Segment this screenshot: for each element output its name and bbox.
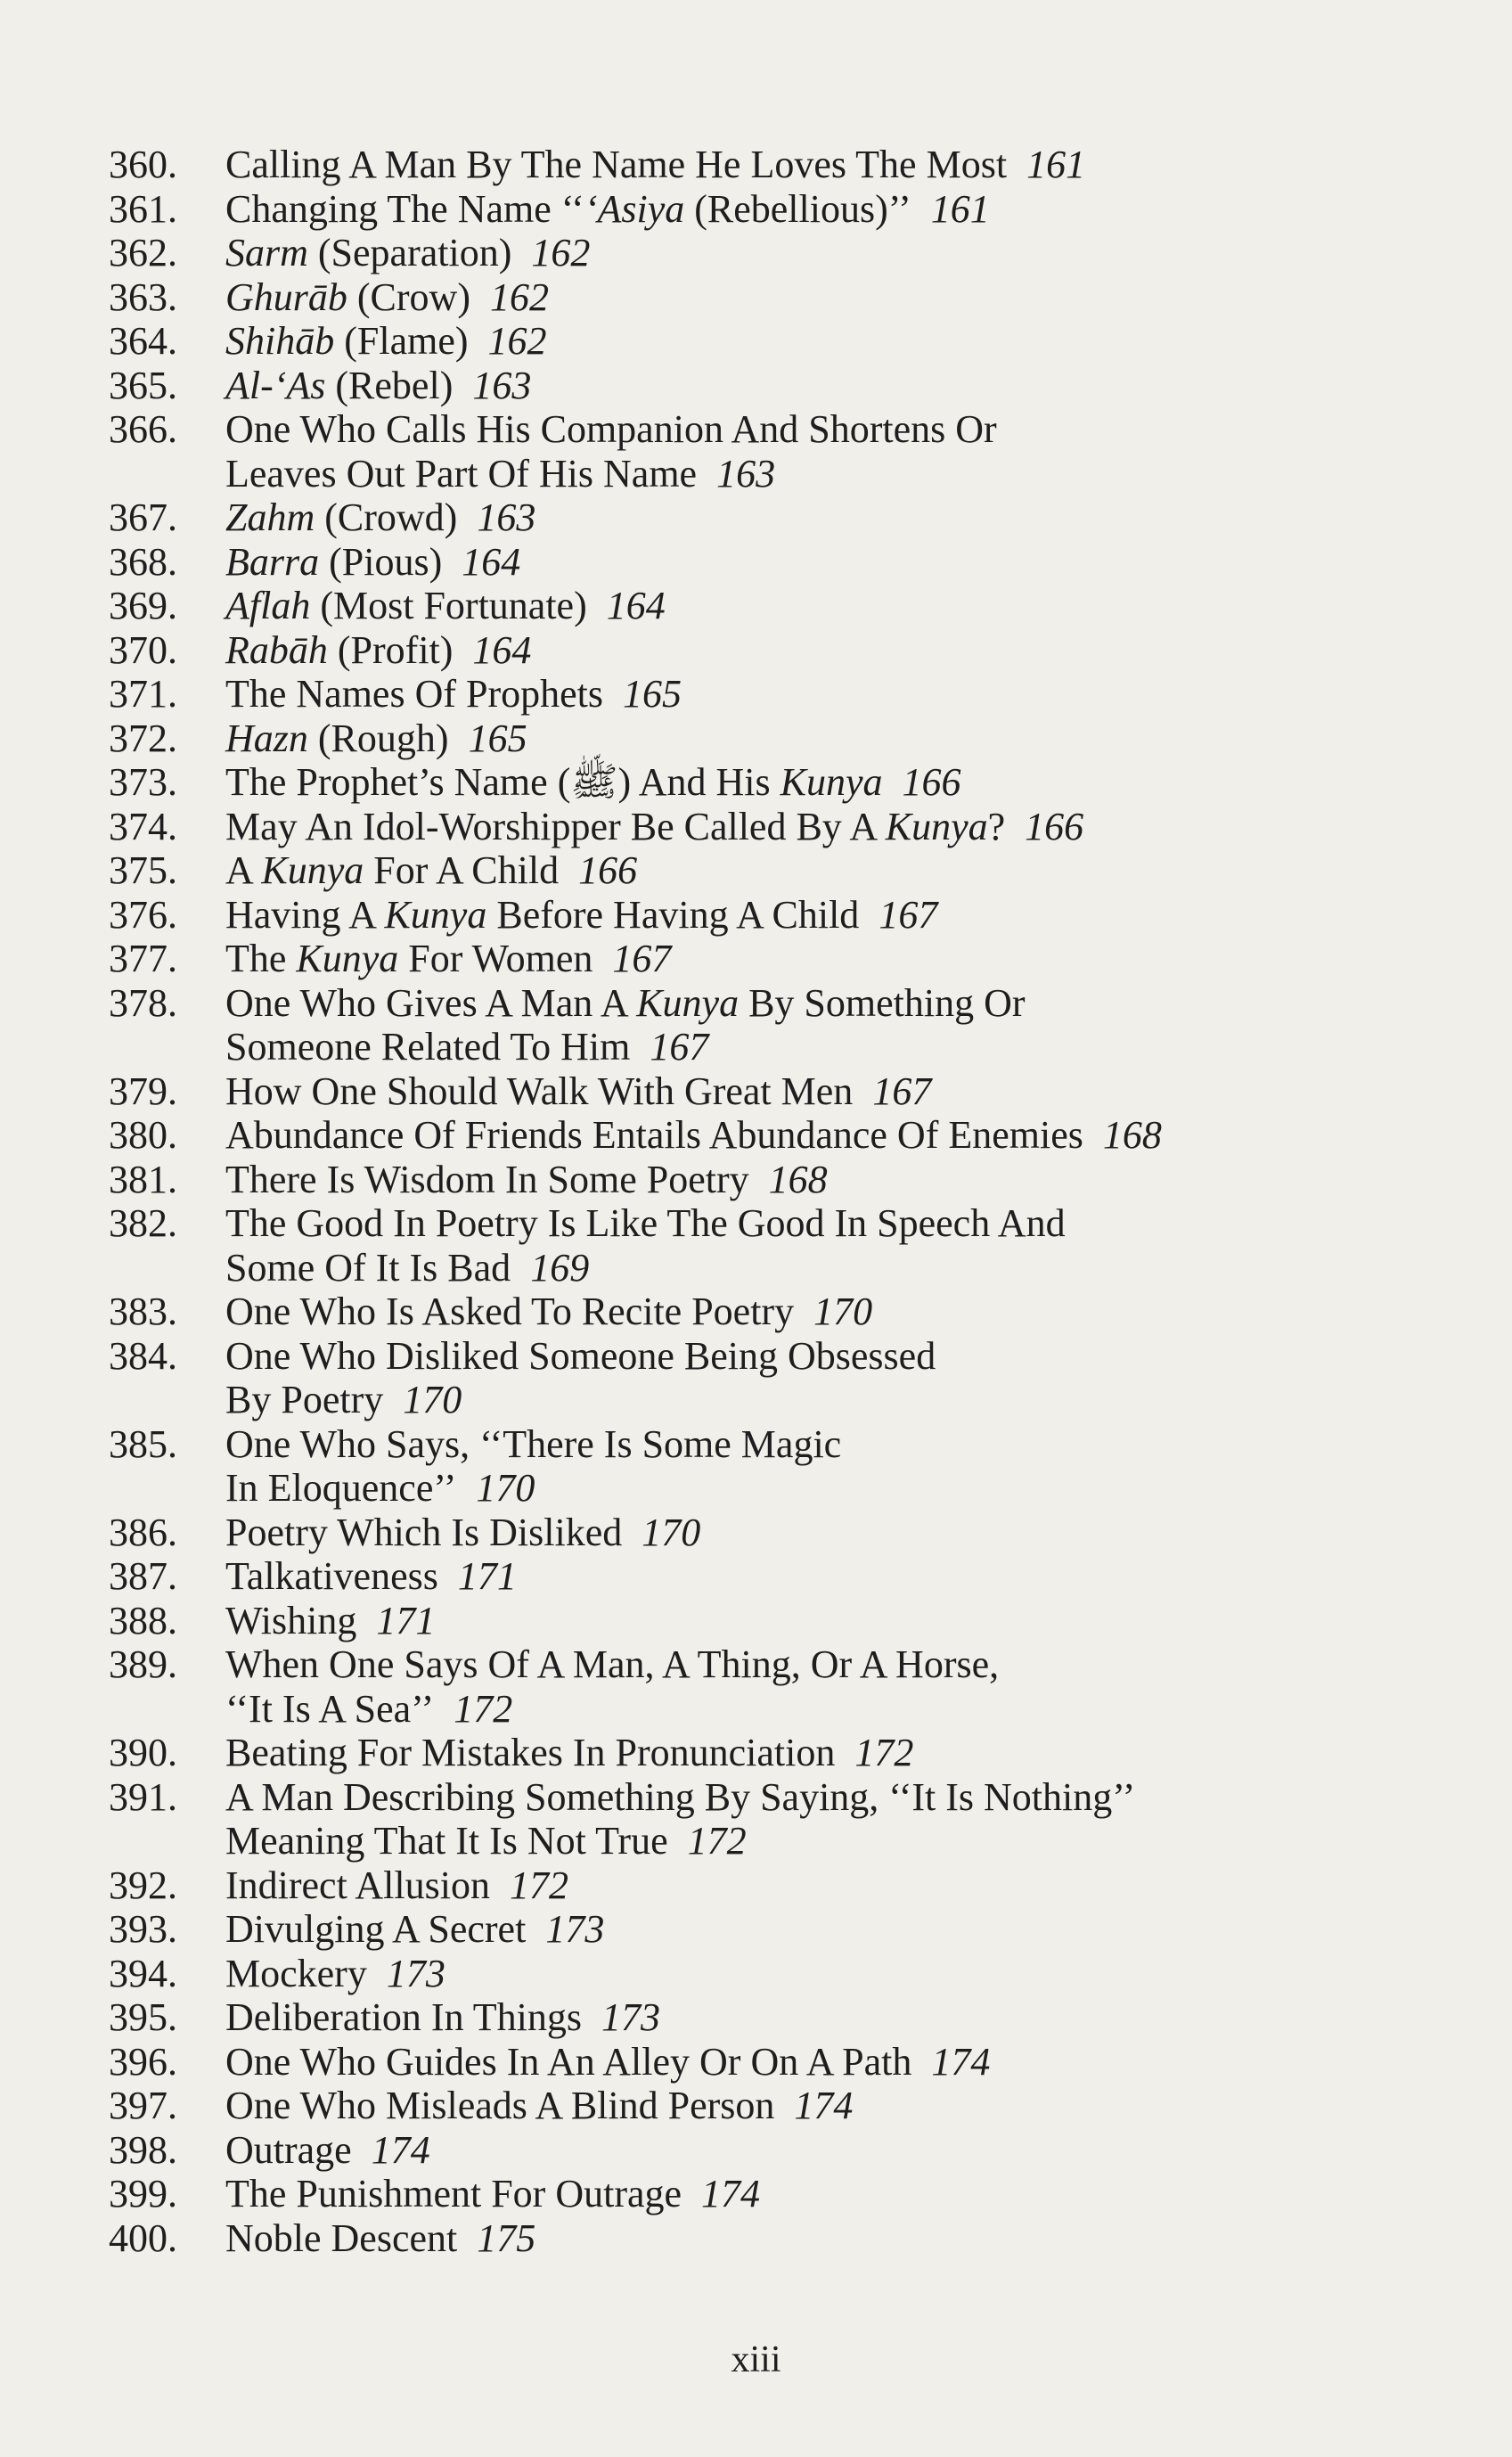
entry-number: 384. <box>109 1333 177 1378</box>
entry-title-line <box>225 2128 430 2173</box>
entry-number: 394. <box>109 1951 177 1995</box>
entry-page-number: 169 <box>530 1245 590 1290</box>
entry-title <box>225 672 682 717</box>
entry-page-number: 173 <box>601 1995 660 2039</box>
title-segment: Mockery <box>225 1951 367 1995</box>
title-segment: By Something Or <box>739 980 1026 1025</box>
entry-page-number: 166 <box>578 848 638 892</box>
entry-title-line <box>225 2216 535 2261</box>
entry-title-line <box>225 584 666 628</box>
entry-page-number: 162 <box>490 274 549 319</box>
title-segment: Having A <box>225 892 385 937</box>
entry-title-line <box>225 848 637 893</box>
entry-title <box>225 540 520 585</box>
entry-page-number: 170 <box>642 1510 701 1554</box>
entry-title-line <box>225 2172 760 2216</box>
entry-number: 386. <box>109 1510 177 1554</box>
entry-title-line <box>225 937 671 981</box>
entry-page-number: 170 <box>813 1290 873 1333</box>
entry-title-line <box>225 805 1083 849</box>
entry-title-line <box>225 1511 700 1555</box>
entry-title-line <box>225 1775 1135 1820</box>
entry-title <box>225 937 671 981</box>
title-segment: Kunya <box>885 804 988 848</box>
title-segment: Deliberation In Things <box>225 1995 582 2039</box>
entry-title-line <box>225 1113 1162 1158</box>
title-segment: One Who Is Asked To Recite Poetry <box>225 1290 795 1333</box>
entry-page-number: 174 <box>794 2084 854 2127</box>
entry-number: 371. <box>109 672 177 716</box>
title-segment: ‘Asiya <box>584 186 685 231</box>
entry-title <box>225 2040 990 2084</box>
entry-page-number: 175 <box>477 2215 536 2260</box>
entry-title-line <box>225 2040 990 2084</box>
entry-page-number: 166 <box>902 760 961 804</box>
title-segment: (Rebellious)’’ <box>684 186 911 231</box>
entry-number: 373. <box>109 760 177 804</box>
entry-number: 390. <box>109 1731 177 1774</box>
entry-number: 392. <box>109 1863 177 1907</box>
entry-title-line <box>225 1952 445 1996</box>
entry-title-line <box>225 540 520 585</box>
entry-page-number: 163 <box>472 363 532 407</box>
entry-page-number: 167 <box>650 1025 709 1069</box>
title-segment: Kunya <box>261 848 364 892</box>
entry-page-number: 174 <box>931 2039 991 2084</box>
entry-number: 362. <box>109 231 177 274</box>
entry-number: 365. <box>109 363 177 407</box>
entry-number: 385. <box>109 1421 177 1466</box>
title-segment: (Most Fortunate) <box>310 584 587 627</box>
entry-title-line <box>225 319 547 364</box>
title-segment: Abundance Of Friends Entails Abundance Of Enemies <box>225 1113 1083 1157</box>
entry-title <box>225 628 531 673</box>
entry-number: 393. <box>109 1907 177 1951</box>
entry-number: 383. <box>109 1290 177 1333</box>
title-segment: (Profit) <box>327 627 454 672</box>
entry-title <box>225 1599 435 1643</box>
title-segment: (Flame) <box>334 319 469 363</box>
entry-title <box>225 1554 517 1599</box>
entry-page-number: 162 <box>487 319 547 363</box>
title-segment: Kunya <box>384 892 487 937</box>
entry-title-line <box>225 143 1085 187</box>
title-segment: The Names Of Prophets <box>225 672 604 716</box>
entry-page-number: 170 <box>476 1466 535 1510</box>
title-segment: For A Child <box>364 848 560 892</box>
entry-number: 399. <box>109 2172 177 2215</box>
title-segment: Zahm <box>225 495 315 539</box>
title-segment: ? <box>987 804 1006 848</box>
entry-number: 395. <box>109 1995 177 2039</box>
entry-page-number: 161 <box>930 186 990 231</box>
entry-number: 382. <box>109 1201 177 1245</box>
title-segment: (Rough) <box>307 716 449 760</box>
title-segment: (Pious) <box>319 539 443 584</box>
entry-number: 397. <box>109 2084 177 2127</box>
entry-title <box>225 1952 445 1996</box>
title-segment: Kunya <box>636 980 740 1025</box>
entry-title-line <box>225 1378 936 1422</box>
title-segment: (Crowd) <box>315 495 458 539</box>
title-segment: Sarm <box>225 231 308 274</box>
entry-title <box>225 893 937 938</box>
entry-page-number: 164 <box>606 584 666 627</box>
entry-title <box>225 717 527 761</box>
entry-number: 380. <box>109 1113 177 1157</box>
title-segment: A Man Describing Something By Saying, ‘‘It Is Nothing’’ <box>225 1774 1136 1819</box>
title-segment: Meaning That It Is Not True <box>225 1819 668 1863</box>
entry-number: 391. <box>109 1774 177 1819</box>
title-segment: One Who Calls His Companion And Shortens Or <box>225 407 997 451</box>
entry-title-line <box>225 1819 1135 1863</box>
title-segment: When One Says Of A Man, A Thing, Or A Horse, <box>225 1642 1000 1686</box>
entry-page-number: 168 <box>768 1157 828 1201</box>
entry-title-line <box>225 672 682 717</box>
entry-title-line <box>225 1907 604 1952</box>
entry-title <box>225 1201 1066 1290</box>
title-segment: The Prophet’s Name <box>225 760 558 804</box>
entry-title <box>225 2128 430 2173</box>
entry-title-line <box>225 1995 660 2040</box>
entry-title <box>225 1334 936 1422</box>
page-folio: xiii <box>731 2339 781 2380</box>
title-segment: ‘‘It Is A Sea’’ <box>225 1686 435 1731</box>
title-segment: (Crow) <box>347 274 470 319</box>
title-segment: How One Should Walk With Great Men <box>225 1069 854 1113</box>
entry-page-number: 172 <box>454 1686 513 1731</box>
entry-page-number: 165 <box>468 716 527 760</box>
title-segment: A <box>225 848 262 892</box>
entry-title <box>225 584 666 628</box>
entry-number: 379. <box>109 1069 177 1113</box>
title-segment: Leaves Out Part Of His Name <box>225 451 698 495</box>
entry-number: 375. <box>109 848 177 892</box>
entry-number: 372. <box>109 716 177 760</box>
entry-page-number: 167 <box>879 892 938 937</box>
title-segment: Changing The Name ‘‘ <box>225 186 584 231</box>
entry-page-number: 163 <box>716 451 776 495</box>
title-segment: One Who Says, ‘‘There Is Some Magic <box>225 1421 842 1466</box>
entry-title-line <box>225 981 1026 1026</box>
entry-title <box>225 319 547 364</box>
entry-page-number: 170 <box>403 1378 462 1421</box>
entry-title-line <box>225 1246 1066 1290</box>
title-segment: Outrage <box>225 2127 352 2172</box>
entry-title <box>225 407 997 495</box>
entry-title <box>225 2216 535 2261</box>
title-segment: One Who Gives A Man A <box>225 980 637 1025</box>
entry-title-line <box>225 2084 853 2128</box>
entry-page-number: 164 <box>472 627 532 672</box>
title-segment: Talkativeness <box>225 1554 438 1598</box>
entry-page-number: 174 <box>701 2172 761 2215</box>
title-segment: May An Idol-Worshipper Be Called By A <box>225 804 886 848</box>
title-segment: Divulging A Secret <box>225 1907 527 1951</box>
entry-title <box>225 1907 604 1952</box>
entry-number: 360. <box>109 143 177 186</box>
entry-title-line <box>225 1599 435 1643</box>
entry-page-number: 173 <box>386 1951 445 1995</box>
entry-title <box>225 1290 872 1334</box>
title-segment: Some Of It Is Bad <box>225 1245 511 1290</box>
entry-title-line <box>225 364 531 408</box>
entry-title-line <box>225 1334 936 1379</box>
entry-number: 361. <box>109 186 177 231</box>
title-segment: Shihāb <box>225 319 335 363</box>
title-segment: Barra <box>225 539 320 584</box>
entry-page-number: 167 <box>872 1069 932 1113</box>
title-segment: Ghurāb <box>225 274 347 319</box>
title-segment: (Separation) <box>307 231 512 274</box>
entry-title <box>225 364 531 408</box>
title-segment: Calling A Man By The Name He Loves The Most <box>225 143 1008 186</box>
entry-title <box>225 1069 931 1114</box>
entry-number: 366. <box>109 407 177 451</box>
entry-page-number: 162 <box>531 231 591 274</box>
entry-title <box>225 981 1026 1069</box>
entry-number: 370. <box>109 627 177 672</box>
entry-number: 396. <box>109 2039 177 2084</box>
entry-title-line <box>225 1642 999 1687</box>
entry-number: 381. <box>109 1157 177 1201</box>
entry-number: 363. <box>109 274 177 319</box>
title-segment: In Eloquence’’ <box>225 1466 457 1510</box>
entry-title-line <box>225 1201 1066 1246</box>
title-segment: Beating For Mistakes In Pronunciation <box>225 1731 836 1774</box>
title-segment: There Is Wisdom In Some Poetry <box>225 1157 749 1201</box>
entry-number: 374. <box>109 804 177 848</box>
entry-title-line <box>225 495 535 540</box>
entry-page-number: 167 <box>612 937 672 980</box>
entry-title <box>225 760 961 805</box>
entry-title-line <box>225 1687 999 1732</box>
entry-title-line <box>225 760 961 805</box>
entry-title-line <box>225 187 990 232</box>
entry-number: 364. <box>109 319 177 363</box>
entry-page-number: 171 <box>457 1554 517 1598</box>
title-segment: One Who Guides In An Alley Or On A Path <box>225 2039 912 2084</box>
honorific-symbol: (ﷺ) <box>557 760 632 804</box>
entry-title <box>225 1511 700 1555</box>
entry-title-line <box>225 452 997 496</box>
title-segment: One Who Disliked Someone Being Obsessed <box>225 1333 936 1378</box>
title-segment: Wishing <box>225 1598 357 1642</box>
title-segment: The Punishment For Outrage <box>225 2172 682 2215</box>
entry-title <box>225 1642 999 1731</box>
title-segment: Noble Descent <box>225 2215 458 2260</box>
entry-page-number: 168 <box>1102 1113 1162 1157</box>
title-segment: One Who Misleads A Blind Person <box>225 2084 775 2127</box>
title-segment: Poetry Which Is Disliked <box>225 1510 623 1554</box>
entry-title-line <box>225 1422 841 1467</box>
entry-title-line <box>225 628 531 673</box>
entry-number: 377. <box>109 937 177 980</box>
title-segment: Aflah <box>225 584 311 627</box>
title-segment: For Women <box>398 937 593 980</box>
entry-title <box>225 1113 1162 1158</box>
title-segment: Indirect Allusion <box>225 1863 490 1907</box>
entry-title-line <box>225 1554 517 1599</box>
entry-page-number: 165 <box>623 672 682 716</box>
entry-title <box>225 143 1085 187</box>
entry-title-line <box>225 1025 1026 1069</box>
entry-title <box>225 231 590 275</box>
entry-title <box>225 1422 841 1511</box>
title-segment: The <box>225 937 297 980</box>
entry-title <box>225 495 535 540</box>
entry-title-line <box>225 1466 841 1511</box>
entry-title-line <box>225 717 527 761</box>
entry-title <box>225 1995 660 2040</box>
entry-number: 387. <box>109 1554 177 1598</box>
entry-number: 368. <box>109 539 177 584</box>
entry-number: 367. <box>109 495 177 539</box>
entry-page-number: 163 <box>477 495 536 539</box>
title-segment: By Poetry <box>225 1378 384 1421</box>
entry-title <box>225 1863 568 1908</box>
entry-title <box>225 848 637 893</box>
entry-title <box>225 2084 853 2128</box>
entry-page-number: 171 <box>376 1598 436 1642</box>
title-segment: The Good In Poetry Is Like The Good In Speech And <box>225 1201 1066 1245</box>
entry-title-line <box>225 231 590 275</box>
title-segment: And His <box>631 760 781 804</box>
entry-number: 378. <box>109 980 177 1025</box>
entry-page-number: 172 <box>687 1819 747 1863</box>
entry-number: 400. <box>109 2215 177 2260</box>
entry-page-number: 161 <box>1026 143 1086 186</box>
entry-number: 376. <box>109 892 177 937</box>
entry-page-number: 164 <box>462 539 521 584</box>
title-segment: Rabāh <box>225 627 328 672</box>
entry-number: 369. <box>109 584 177 627</box>
entry-title-line <box>225 1731 913 1775</box>
entry-title <box>225 805 1083 849</box>
title-segment: Hazn <box>225 716 308 760</box>
entry-title-line <box>225 1863 568 1908</box>
entry-title-line <box>225 1290 872 1334</box>
entry-title-line <box>225 1069 931 1114</box>
title-segment: (Rebel) <box>325 363 454 407</box>
entry-title <box>225 187 990 232</box>
title-segment: Al-‘As <box>225 363 326 407</box>
entry-number: 389. <box>109 1642 177 1686</box>
entry-title <box>225 2172 760 2216</box>
title-segment: Kunya <box>780 760 883 804</box>
entry-title-line <box>225 407 997 452</box>
title-segment: Someone Related To Him <box>225 1025 631 1069</box>
entry-title-line <box>225 275 549 320</box>
title-segment: Kunya <box>296 937 399 980</box>
entry-title-line <box>225 1158 828 1202</box>
entry-title <box>225 1731 913 1775</box>
entry-page-number: 166 <box>1025 804 1084 848</box>
entry-page-number: 172 <box>509 1863 568 1907</box>
entry-page-number: 174 <box>371 2127 430 2172</box>
entry-number: 388. <box>109 1598 177 1642</box>
entry-title <box>225 1775 1135 1863</box>
entry-number: 398. <box>109 2127 177 2172</box>
entry-page-number: 172 <box>854 1731 914 1774</box>
entry-title <box>225 275 549 320</box>
entry-page-number: 173 <box>545 1907 605 1951</box>
entry-title <box>225 1158 828 1202</box>
title-segment: Before Having A Child <box>486 892 860 937</box>
entry-title-line <box>225 893 937 938</box>
